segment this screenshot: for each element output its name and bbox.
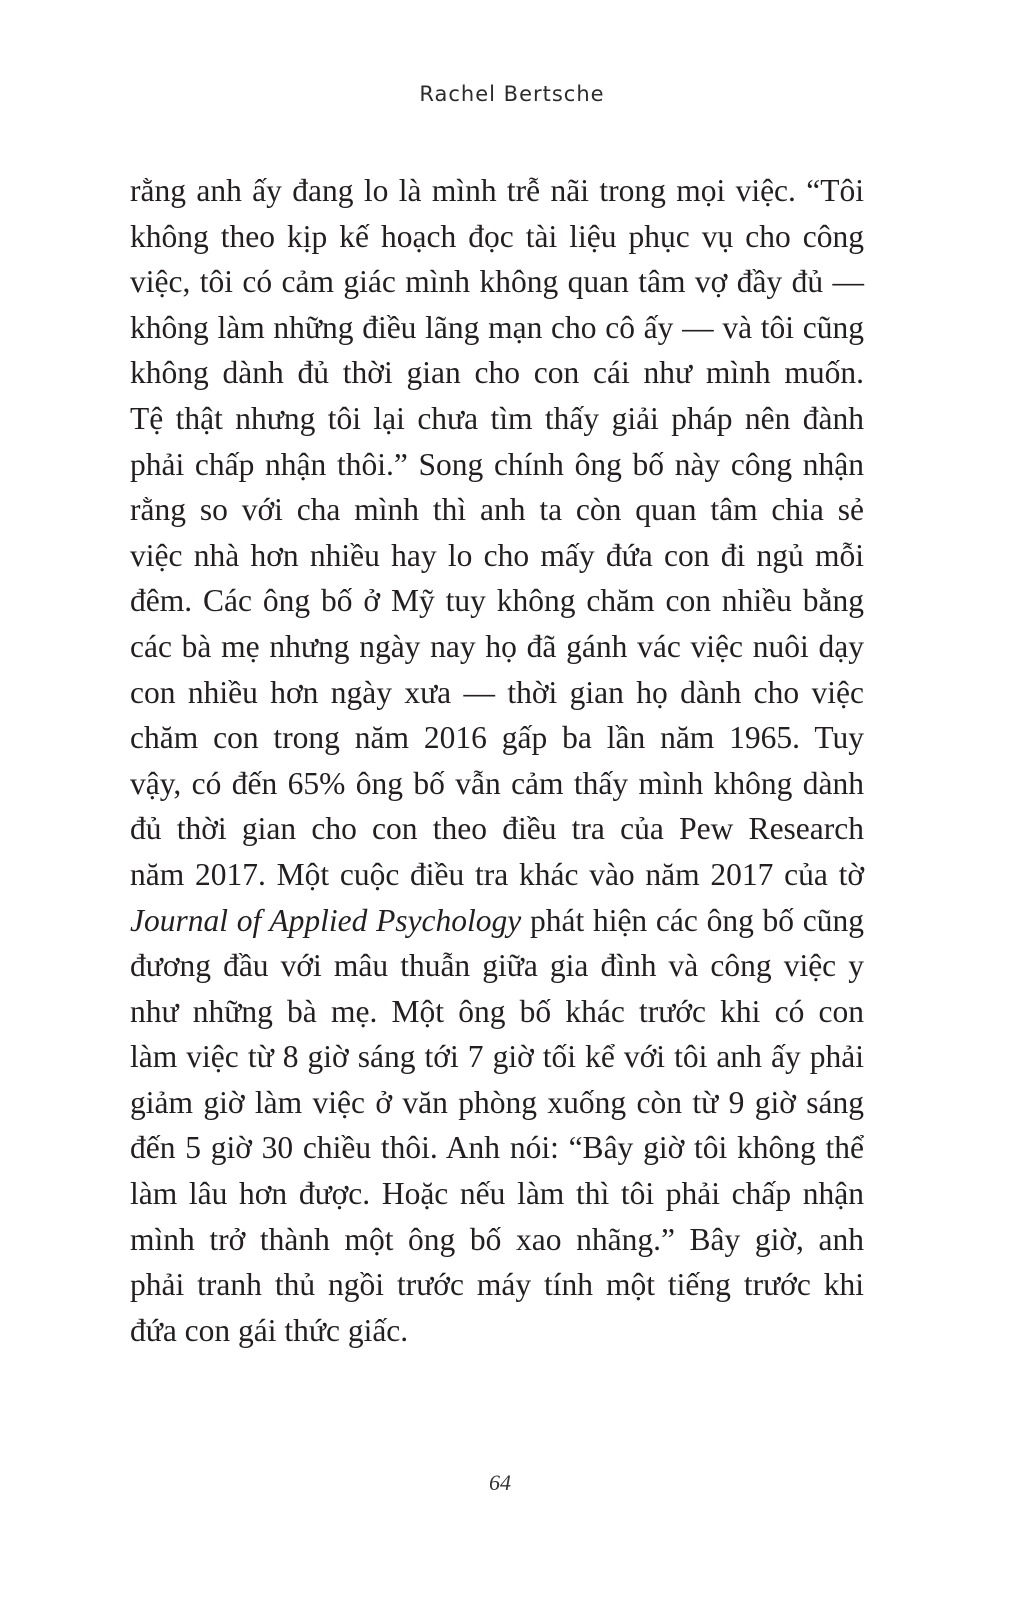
text-line-last: đứa con gái thức giấc. (130, 1312, 409, 1348)
text-line-rest: phát hiện các ông bố cũng (521, 902, 864, 938)
text-line: làm việc từ 8 giờ sáng tới 7 giờ tối kể với tôi anh ấy phải (130, 1039, 864, 1075)
text-line: đêm. Các ông bố ở Mỹ tuy không chăm con nhiều bằng (130, 583, 864, 619)
text-line: Tệ thật nhưng tôi lại chưa tìm thấy giải pháp nên đành (130, 400, 864, 436)
text-line: các bà mẹ nhưng ngày nay họ đã gánh vác việc nuôi dạy (130, 628, 864, 664)
text-line: không dành đủ thời gian cho con cái như mình muốn. (130, 355, 864, 391)
text-line: rằng so với cha mình thì anh ta còn quan tâm chia sẻ (130, 492, 864, 528)
text-line: con nhiều hơn ngày xưa — thời gian họ dành cho việc (130, 674, 864, 710)
journal-title: Journal of Applied Psychology (130, 902, 522, 938)
text-line: mình trở thành một ông bố xao nhãng.” Bây giờ, anh (130, 1221, 864, 1257)
text-line: giảm giờ làm việc ở văn phòng xuống còn từ 9 giờ sáng (130, 1084, 864, 1120)
text-line: như những bà mẹ. Một ông bố khác trước khi có con (130, 993, 864, 1029)
text-line: rằng anh ấy đang lo là mình trễ nãi trong mọi việc. “Tôi (130, 173, 864, 208)
page-number: 64 (489, 1470, 511, 1495)
text-line: năm 2017. Một cuộc điều tra khác vào năm 2017 của tờ (130, 856, 864, 892)
text-line: đương đầu với mâu thuẫn giữa gia đình và công việc y (130, 948, 864, 984)
text-line: việc nhà hơn nhiều hay lo cho mấy đứa con đi ngủ mỗi (130, 537, 864, 573)
text-line: việc, tôi có cảm giác mình không quan tâm vợ đầy đủ — (130, 264, 864, 300)
text-line: chăm con trong năm 2016 gấp ba lần năm 1965. Tuy (130, 720, 864, 756)
text-line: không làm những điều lãng mạn cho cô ấy — và tôi cũng (130, 309, 864, 345)
body-paragraph (130, 168, 864, 1353)
text-line: vậy, có đến 65% ông bố vẫn cảm thấy mình không dành (130, 765, 864, 801)
text-line: không theo kịp kế hoạch đọc tài liệu phục vụ cho công (130, 218, 864, 254)
running-header-author: Rachel Bertsche (419, 82, 605, 106)
text-line: đủ thời gian cho con theo điều tra của Pew Research (130, 811, 864, 847)
text-line: làm lâu hơn được. Hoặc nếu làm thì tôi phải chấp nhận (130, 1176, 864, 1212)
text-line-journal (130, 898, 864, 944)
text-line: phải chấp nhận thôi.” Song chính ông bố này công nhận (130, 446, 864, 482)
text-line: đến 5 giờ 30 chiều thôi. Anh nói: “Bây giờ tôi không thể (130, 1130, 864, 1166)
text-line: phải tranh thủ ngồi trước máy tính một tiếng trước khi (130, 1267, 864, 1303)
